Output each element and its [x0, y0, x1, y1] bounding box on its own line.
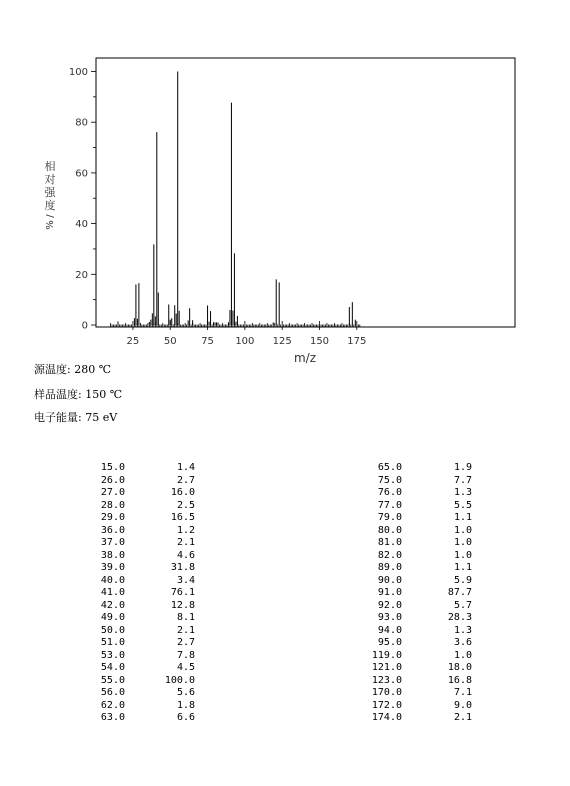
peak-table-row	[75, 712, 225, 725]
peak-mz-value: 121.0	[371, 662, 402, 673]
y-axis-label-char: 强	[44, 186, 56, 199]
peak-abundance-value: 1.1	[453, 562, 472, 573]
peak-mz-value: 94.0	[377, 624, 402, 636]
x-tick-label: 100	[235, 336, 255, 347]
x-tick-label: 175	[347, 336, 367, 347]
x-tick-label: 125	[272, 336, 292, 347]
peak-table-row	[75, 500, 225, 513]
peak-abundance-value: 1.9	[453, 462, 472, 473]
peak-mz-value: 15.0	[100, 462, 125, 473]
peak-abundance-value: 87.7	[447, 587, 472, 598]
peak-table-row	[75, 550, 225, 563]
plot-frame	[96, 58, 515, 327]
peak-table-row	[75, 662, 225, 675]
peak-table-row	[352, 487, 502, 500]
peak-mz-value: 65.0	[377, 462, 402, 473]
peak-mz-value: 174.0	[371, 712, 402, 723]
peak-table-row	[352, 575, 502, 588]
peak-mz-value: 62.0	[100, 699, 125, 711]
peak-mz-value: 27.0	[100, 487, 125, 498]
electron-energy	[34, 411, 117, 424]
peak-table-row	[352, 712, 502, 725]
peak-table-row	[352, 500, 502, 513]
peak-abundance-value: 8.1	[176, 612, 195, 623]
peak-mz-value: 81.0	[377, 537, 402, 548]
peak-abundance-value: 1.8	[176, 699, 195, 711]
peak-abundance-value: 2.7	[176, 474, 195, 486]
y-axis-label-char: 对	[44, 173, 56, 186]
peak-abundance-value: 12.8	[170, 599, 195, 611]
peak-table-row	[75, 687, 225, 700]
peak-table-row	[352, 525, 502, 538]
peak-table-row	[352, 512, 502, 525]
peak-table-row	[352, 700, 502, 713]
peak-abundance-value: 2.7	[176, 637, 195, 648]
peak-abundance-value: 2.1	[176, 624, 195, 636]
peak-mz-value: 54.0	[100, 662, 125, 673]
peak-table-row	[352, 650, 502, 663]
peak-table-row	[75, 487, 225, 500]
peak-table-row	[75, 575, 225, 588]
peak-abundance-value: 7.1	[453, 687, 472, 698]
peak-mz-value: 79.0	[377, 512, 402, 523]
peak-mz-value: 28.0	[100, 499, 125, 511]
x-tick-label: 25	[126, 336, 140, 347]
peak-abundance-value: 16.8	[447, 674, 472, 686]
sample-temperature-label: 样品温度:	[34, 388, 82, 401]
peak-table-row	[352, 637, 502, 650]
peak-abundance-value: 76.1	[170, 587, 195, 598]
peak-mz-value: 123.0	[371, 674, 402, 686]
peak-table-row	[352, 625, 502, 638]
peak-mz-value: 89.0	[377, 562, 402, 573]
peak-mz-value: 76.0	[377, 487, 402, 498]
peak-mz-value: 41.0	[100, 587, 125, 598]
peak-mz-value: 36.0	[100, 524, 125, 536]
peak-mz-value: 39.0	[100, 562, 125, 573]
peak-table-row	[75, 562, 225, 575]
peak-abundance-value: 2.1	[453, 712, 472, 723]
peak-mz-value: 93.0	[377, 612, 402, 623]
x-tick-label: 50	[163, 336, 177, 347]
y-tick-label: 100	[68, 67, 88, 78]
peak-table-row	[75, 512, 225, 525]
peak-abundance-value: 2.1	[176, 537, 195, 548]
peak-abundance-value: 100.0	[164, 674, 195, 686]
sample-temperature-value: 150 ℃	[85, 388, 123, 401]
peak-table-row	[352, 675, 502, 688]
peak-abundance-value: 18.0	[447, 662, 472, 673]
peak-table-row	[75, 587, 225, 600]
peak-table-row	[75, 637, 225, 650]
peak-abundance-value: 7.8	[176, 649, 195, 661]
y-tick-label: 20	[75, 269, 88, 281]
peak-abundance-value: 9.0	[453, 699, 472, 711]
peak-mz-value: 75.0	[377, 474, 402, 486]
peak-abundance-value: 4.5	[176, 662, 195, 673]
peak-mz-value: 51.0	[100, 637, 125, 648]
peak-table-row	[352, 550, 502, 563]
peak-abundance-value: 3.6	[453, 637, 472, 648]
peak-abundance-value: 7.7	[453, 474, 472, 486]
source-temperature-value: 280 ℃	[74, 363, 112, 376]
peak-abundance-value: 31.8	[170, 562, 195, 573]
sample-temperature	[34, 388, 122, 401]
peak-mz-value: 95.0	[377, 637, 402, 648]
peak-abundance-value: 1.2	[176, 524, 195, 536]
peak-table-row	[352, 662, 502, 675]
peak-mz-value: 40.0	[100, 574, 125, 586]
peak-table-row	[75, 675, 225, 688]
y-axis-label-char: %	[45, 220, 56, 230]
peak-abundance-value: 1.0	[453, 549, 472, 561]
peak-table-row	[352, 587, 502, 600]
x-tick-label: 75	[201, 336, 214, 347]
peak-abundance-value: 1.3	[453, 487, 472, 498]
peak-table-row	[352, 612, 502, 625]
peak-abundance-value: 5.9	[453, 574, 472, 586]
peak-mz-value: 56.0	[100, 687, 125, 698]
mass-spectrum-chart	[0, 0, 570, 370]
electron-energy-label: 电子能量:	[34, 411, 82, 424]
peak-abundance-value: 1.0	[453, 537, 472, 548]
peak-mz-value: 29.0	[100, 512, 125, 523]
y-tick-label: 60	[75, 168, 88, 180]
peak-mz-value: 91.0	[377, 587, 402, 598]
peak-abundance-value: 2.5	[176, 499, 195, 511]
peak-table-row	[75, 625, 225, 638]
peak-table-row	[75, 650, 225, 663]
y-axis-label-char: 相	[44, 160, 56, 173]
peak-table-row	[75, 700, 225, 713]
x-axis-label: m/z	[293, 351, 317, 365]
peak-abundance-value: 1.4	[176, 462, 195, 473]
peak-mz-value: 77.0	[377, 499, 402, 511]
y-tick-label: 0	[81, 320, 88, 332]
peak-mz-value: 37.0	[100, 537, 125, 548]
peak-mz-value: 26.0	[100, 474, 125, 486]
peak-table-row	[75, 612, 225, 625]
peak-table-row	[75, 475, 225, 488]
peak-table-row	[352, 537, 502, 550]
peak-abundance-value: 4.6	[176, 549, 195, 561]
peak-abundance-value: 1.1	[453, 512, 472, 523]
peak-table-row	[352, 562, 502, 575]
peak-mz-value: 92.0	[377, 599, 402, 611]
peak-mz-value: 82.0	[377, 549, 402, 561]
peak-mz-value: 90.0	[377, 574, 402, 586]
peak-mz-value: 80.0	[377, 524, 402, 536]
y-tick-label: 40	[75, 219, 88, 231]
peak-abundance-value: 16.5	[170, 512, 195, 523]
y-tick-label: 80	[75, 117, 88, 129]
peak-abundance-value: 3.4	[176, 574, 195, 586]
x-tick-label: 150	[309, 336, 330, 347]
peak-mz-value: 50.0	[100, 624, 125, 636]
peak-mz-value: 49.0	[100, 612, 125, 623]
peak-table-row	[75, 525, 225, 538]
peak-table-row	[75, 600, 225, 613]
peak-abundance-value: 6.6	[176, 712, 195, 723]
peak-mz-value: 42.0	[100, 599, 125, 611]
peak-abundance-value: 5.7	[453, 599, 472, 611]
peak-mz-value: 172.0	[371, 699, 402, 711]
y-axis-label-char: 度	[44, 199, 56, 212]
peak-table-row	[352, 475, 502, 488]
peak-mz-value: 53.0	[100, 649, 125, 661]
peak-abundance-value: 1.0	[453, 524, 472, 536]
electron-energy-value: 75 eV	[85, 411, 118, 424]
peak-mz-value: 119.0	[371, 649, 402, 661]
peak-table-row	[75, 462, 225, 475]
peak-mz-value: 38.0	[100, 549, 125, 561]
y-axis-label-char: /	[45, 214, 56, 218]
peak-mz-value: 55.0	[100, 674, 125, 686]
peak-abundance-value: 5.5	[453, 499, 472, 511]
peak-mz-value: 170.0	[371, 687, 402, 698]
peak-table-row	[352, 462, 502, 475]
peak-table-row	[352, 600, 502, 613]
peak-abundance-value: 1.0	[453, 649, 472, 661]
peak-table-row	[352, 687, 502, 700]
peak-abundance-value: 5.6	[176, 687, 195, 698]
peak-abundance-value: 16.0	[170, 487, 195, 498]
source-temperature-label: 源温度:	[34, 363, 71, 376]
source-temperature	[34, 363, 111, 376]
peak-table-right	[352, 462, 502, 725]
peak-table-left	[75, 462, 225, 725]
peak-abundance-value: 1.3	[453, 624, 472, 636]
peak-table-row	[75, 537, 225, 550]
peak-mz-value: 63.0	[100, 712, 125, 723]
peak-abundance-value: 28.3	[447, 612, 472, 623]
